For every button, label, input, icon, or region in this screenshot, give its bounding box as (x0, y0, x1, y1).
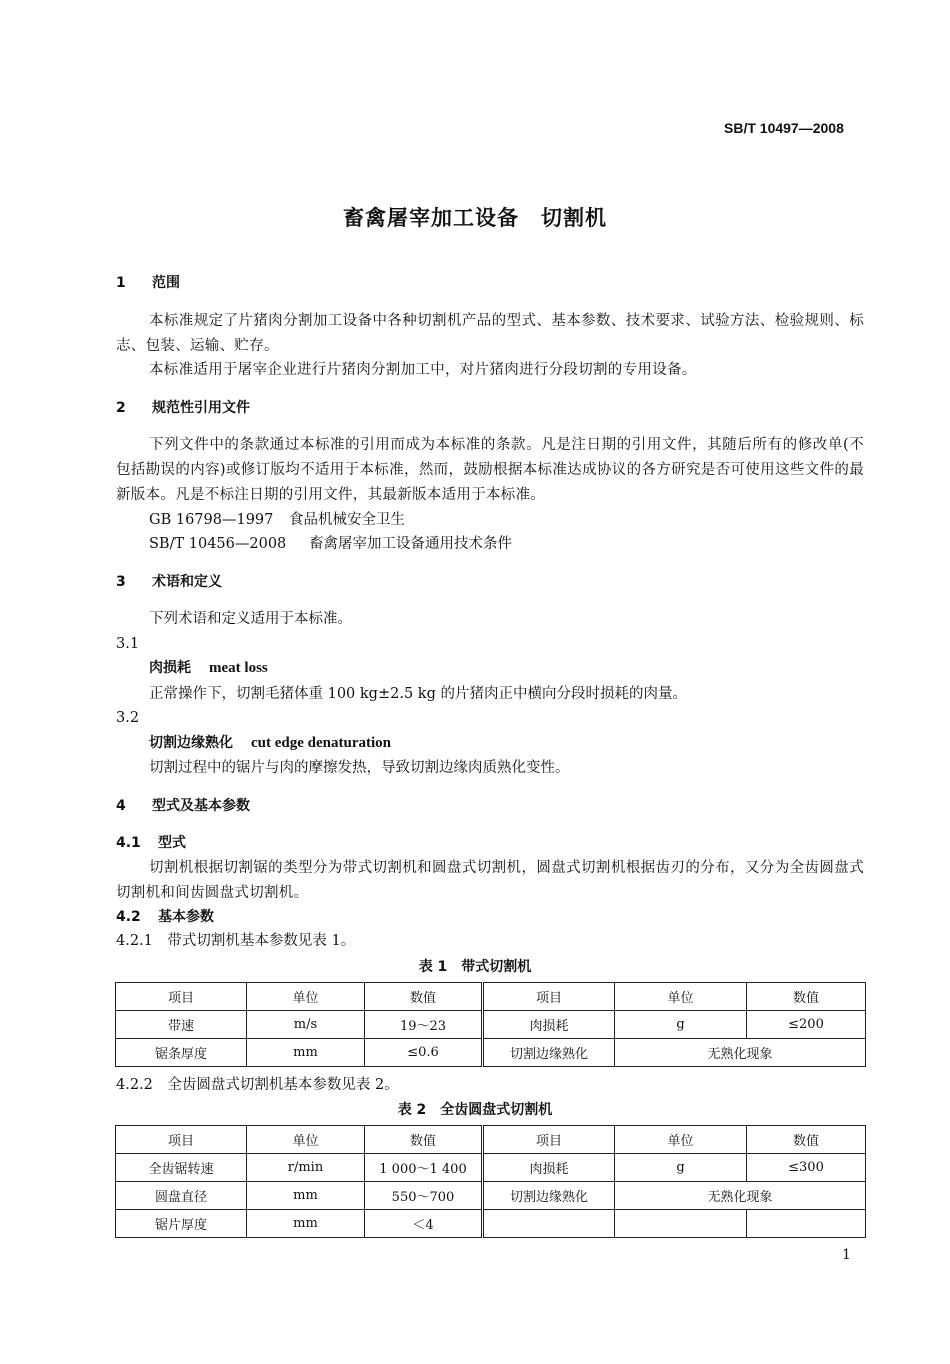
table-header-cell: 项目 (116, 983, 247, 1011)
table-cell: 全齿锯转速 (116, 1154, 247, 1182)
section-3-paragraph-1: 下列术语和定义适用于本标准。 (149, 611, 352, 627)
table-header-cell: 项目 (116, 1126, 247, 1154)
table-cell: 锯片厚度 (116, 1210, 247, 1238)
table-cell: mm (247, 1210, 365, 1238)
section-4-heading: 4 型式及基本参数 (116, 798, 250, 814)
table-header-cell: 数值 (747, 983, 866, 1011)
section-1-paragraph-2: 本标准适用于屠宰企业进行片猪肉分割加工中，对片猪肉进行分段切割的专用设备。 (149, 362, 697, 378)
table-cell (747, 1210, 866, 1238)
section-2-heading: 2 规范性引用文件 (116, 400, 250, 416)
table-cell: 19～23 (365, 1011, 483, 1039)
table-cell: g (615, 1011, 747, 1039)
page-number: 1 (842, 1247, 851, 1263)
table-header-cell: 项目 (483, 1126, 615, 1154)
term-3-2-definition: 切割过程中的锯片与肉的摩擦发热，导致切割边缘肉质熟化变性。 (149, 760, 570, 776)
term-3-1-name: 肉损耗 meat loss (149, 660, 268, 676)
document-title: 畜禽屠宰加工设备 切割机 (343, 206, 607, 230)
section-4-2-2: 4.2.2 全齿圆盘式切割机基本参数见表 2。 (116, 1077, 399, 1093)
table-row (116, 1210, 866, 1238)
table-cell (483, 1210, 615, 1238)
table-header-cell: 单位 (615, 1126, 747, 1154)
table-row (116, 1039, 866, 1067)
section-1-heading: 1 范围 (116, 275, 180, 291)
table-header-cell: 项目 (483, 983, 615, 1011)
term-3-1-definition: 正常操作下，切割毛猪体重 100 kg±2.5 kg 的片猪肉正中横向分段时损耗的肉量。 (149, 686, 687, 702)
table-cell: 1 000～1 400 (365, 1154, 483, 1182)
table-cell: 切割边缘熟化 (483, 1039, 615, 1067)
table-cell: 肉损耗 (483, 1154, 615, 1182)
section-1-paragraph-1: 本标准规定了片猪肉分割加工设备中各种切割机产品的型式、基本参数、技术要求、试验方法、检验规则、标志、包装、运输、贮存。 (116, 313, 864, 354)
section-4-2-heading: 4.2 基本参数 (116, 909, 214, 925)
table-cell: 圆盘直径 (116, 1182, 247, 1210)
table-cell: 无熟化现象 (615, 1182, 866, 1210)
term-3-2-number: 3.2 (116, 710, 140, 726)
section-4-1-heading: 4.1 型式 (116, 835, 186, 851)
table-1 (115, 982, 866, 1067)
table-cell: g (615, 1154, 747, 1182)
reference-1 (149, 508, 405, 532)
table-2-caption: 表 2 全齿圆盘式切割机 (397, 1102, 553, 1118)
table-header-cell: 数值 (747, 1126, 866, 1154)
table-row (116, 1154, 866, 1182)
table-header-cell: 数值 (365, 1126, 483, 1154)
term-3-1-number: 3.1 (116, 636, 140, 652)
table-cell: 无熟化现象 (615, 1039, 866, 1067)
table-1-caption: 表 1 带式切割机 (418, 959, 532, 975)
table-cell: ≤0.6 (365, 1039, 483, 1067)
term-3-2-name: 切割边缘熟化 cut edge denaturation (149, 735, 391, 751)
table-cell: 带速 (116, 1011, 247, 1039)
table-cell: 550～700 (365, 1182, 483, 1210)
reference-title: 畜禽屠宰加工设备通用技术条件 (309, 536, 512, 552)
reference-code: SB/T 10456—2008 (149, 536, 287, 552)
reference-2 (149, 532, 512, 556)
table-cell: 切割边缘熟化 (483, 1182, 615, 1210)
table-header-cell: 单位 (247, 983, 365, 1011)
reference-code: GB 16798—1997 (149, 512, 274, 528)
section-2-paragraph-1: 下列文件中的条款通过本标准的引用而成为本标准的条款。凡是注日期的引用文件，其随后所有的修改单(不包括勘误的内容)或修订版均不适用于本标准，然而，鼓励根据本标准达成协议的各方研究是否可使用这些文件的最新版本。凡是不标注日期的引用文件，其最新版本适用于本标准。 (116, 437, 864, 503)
table-cell: ≤200 (747, 1011, 866, 1039)
table-header-cell: 数值 (365, 983, 483, 1011)
table-cell (615, 1210, 747, 1238)
table-cell: ＜4 (365, 1210, 483, 1238)
table-2 (115, 1125, 866, 1238)
section-3-heading: 3 术语和定义 (116, 574, 222, 590)
table-cell: mm (247, 1182, 365, 1210)
table-cell: 肉损耗 (483, 1011, 615, 1039)
table-row (116, 1182, 866, 1210)
table-header-cell: 单位 (615, 983, 747, 1011)
table-cell: m/s (247, 1011, 365, 1039)
reference-title: 食品机械安全卫生 (289, 512, 405, 528)
table-row (116, 1011, 866, 1039)
section-4-1-paragraph: 切割机根据切割锯的类型分为带式切割机和圆盘式切割机，圆盘式切割机根据齿刃的分布，又分为全齿圆盘式切割机和间齿圆盘式切割机。 (116, 860, 864, 901)
table-header-row (116, 1126, 866, 1154)
table-header-row (116, 983, 866, 1011)
table-cell: 锯条厚度 (116, 1039, 247, 1067)
table-cell: r/min (247, 1154, 365, 1182)
section-4-2-1: 4.2.1 带式切割机基本参数见表 1。 (116, 933, 356, 949)
table-cell: mm (247, 1039, 365, 1067)
standard-number: SB/T 10497—2008 (724, 120, 844, 136)
table-cell: ≤300 (747, 1154, 866, 1182)
table-header-cell: 单位 (247, 1126, 365, 1154)
